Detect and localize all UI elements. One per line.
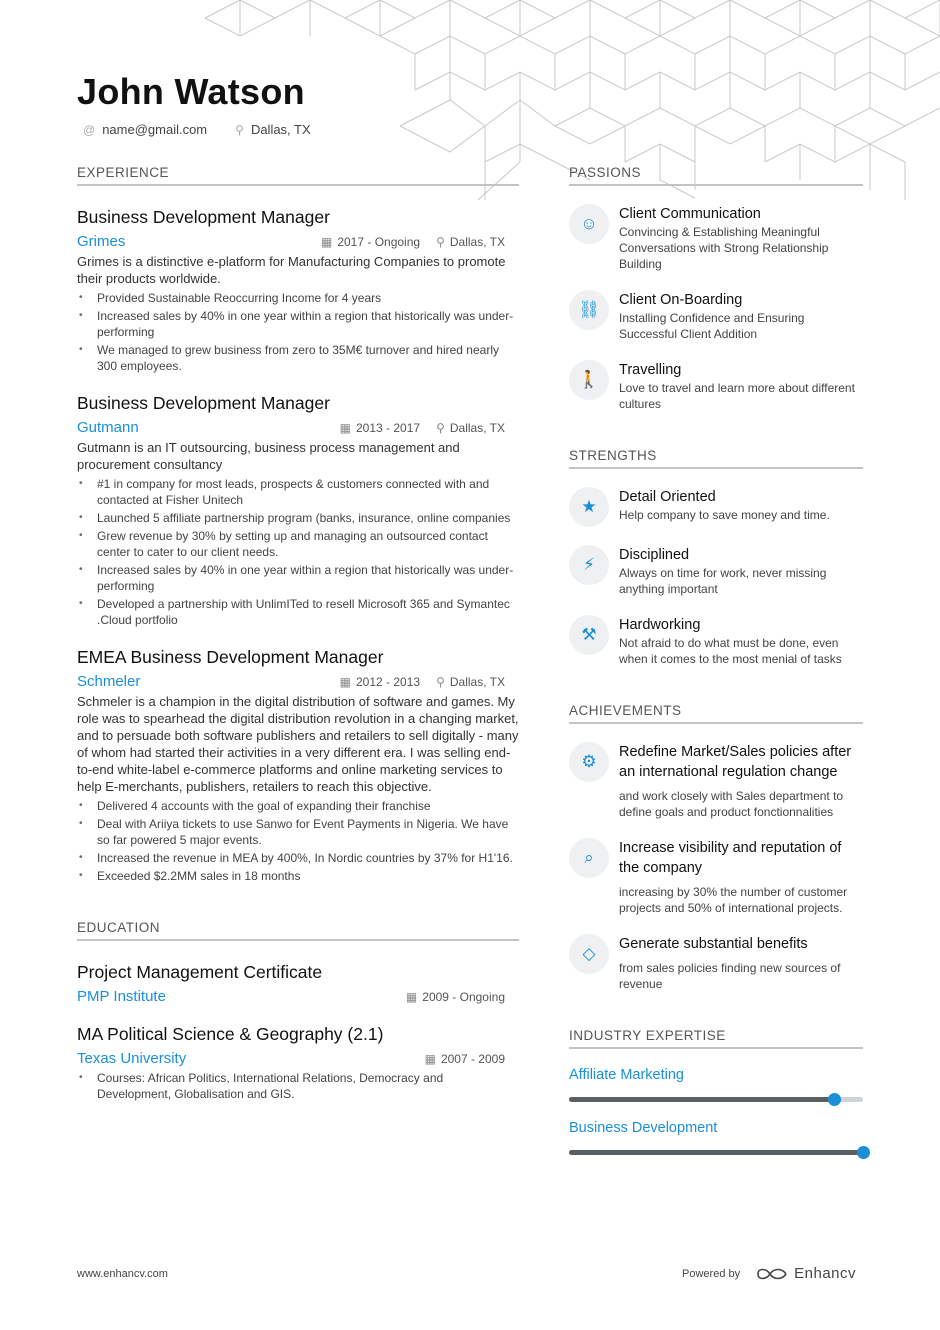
education-dates-text: 2009 - Ongoing <box>422 989 505 1004</box>
email-text: name@gmail.com <box>102 122 208 137</box>
passions-item-body <box>619 360 863 412</box>
strengths-item-title: Hardworking <box>619 617 701 633</box>
education-section-title: EDUCATION <box>77 920 519 941</box>
strengths-item-body <box>619 545 863 597</box>
list-item: • Developed a partnership with UnlimITed to resell Microsoft 365 and Symantec .Cloud portfolio <box>77 596 519 628</box>
list-item: • Launched 5 affiliate partnership program (banks, insurance, online companies <box>77 510 519 526</box>
email-contact[interactable] <box>77 122 207 137</box>
school-name[interactable]: Texas University <box>77 1050 187 1067</box>
location-text: Dallas, TX <box>250 122 311 137</box>
job-dates: 2012 - 2013 <box>356 674 421 689</box>
strengths-list <box>569 487 863 667</box>
job-title: Business Development Manager <box>77 393 330 413</box>
link-icon: ⛓ <box>569 290 609 330</box>
diamond-icon: ◇ <box>569 934 609 974</box>
calendar-icon: ▦ <box>339 420 351 435</box>
education-dates-text: 2007 - 2009 <box>440 1051 505 1066</box>
job-bullets <box>77 290 519 374</box>
brand-name: Enhancv <box>794 1265 856 1282</box>
search-icon: ⌕ <box>569 838 609 878</box>
achievements-list <box>569 742 863 992</box>
job-location-text: Dallas, TX <box>449 234 505 249</box>
achievements-item <box>569 742 863 820</box>
enhancv-logo-icon <box>756 1266 788 1282</box>
education-entry <box>77 961 519 1005</box>
strengths-item-description: Not afraid to do what must be done, even when it comes to the most menial of tasks <box>619 636 842 666</box>
list-item: • Increased sales by 40% in one year within a region that historically was under-performing <box>77 308 519 340</box>
achievements-item-title: Generate substantial benefits <box>619 936 808 952</box>
passions-list <box>569 204 863 412</box>
strengths-item-title: Disciplined <box>619 547 690 563</box>
location-pin-icon: ⚲ <box>436 674 445 689</box>
job-meta <box>77 419 519 436</box>
list-item: • We managed to grew business from zero to 35M€ turnover and hired nearly 300 employees. <box>77 342 519 374</box>
experience-list <box>77 206 519 884</box>
powered-by-label: Powered by <box>682 1267 741 1280</box>
job-meta <box>77 673 519 690</box>
passions-item-title: Travelling <box>619 362 682 378</box>
passions-item-description: Installing Confidence and Ensuring Successful Client Addition <box>619 311 805 341</box>
strengths-item-description: Always on time for work, never missing anything important <box>619 566 827 596</box>
passions-item-title: Client Communication <box>619 206 761 222</box>
location-contact <box>229 122 311 137</box>
degree-title: MA Political Science & Geography (2.1) <box>77 1024 384 1044</box>
job-entry <box>77 646 519 884</box>
skill-level-knob <box>857 1146 870 1159</box>
job-dates: 2017 - Ongoing <box>337 234 421 249</box>
job-entry <box>77 392 519 628</box>
education-list <box>77 961 519 1102</box>
strengths-item <box>569 545 863 597</box>
passions-item-description: Love to travel and learn more about different cultures <box>619 381 855 411</box>
strengths-item <box>569 615 863 667</box>
skill-level-bar <box>569 1097 863 1102</box>
skill-name: Affiliate Marketing <box>569 1067 684 1083</box>
expertise-skill <box>569 1120 863 1155</box>
powered-by <box>682 1265 856 1282</box>
achievements-item-title: Increase visibility and reputation of the company <box>619 840 842 876</box>
job-description: Grimes is a distinctive e-platform for Manufacturing Companies to promote their products worldwide. <box>77 254 506 286</box>
expertise-list <box>569 1067 863 1155</box>
list-item: • Grew revenue by 30% by setting up and managing an outsourced contact center to cater to our client needs. <box>77 528 519 560</box>
location-pin-icon: ⚲ <box>235 122 244 137</box>
degree-title: Project Management Certificate <box>77 962 323 982</box>
passions-item-title: Client On-Boarding <box>619 292 743 308</box>
job-dates: 2013 - 2017 <box>356 420 421 435</box>
resume-header <box>77 70 333 137</box>
job-date-location <box>321 235 505 249</box>
passions-item <box>569 204 863 272</box>
candidate-name: John Watson <box>77 71 305 112</box>
experience-section-title: EXPERIENCE <box>77 165 519 186</box>
walking-person-icon: 🚶 <box>569 360 609 400</box>
expertise-skill <box>569 1067 863 1102</box>
location-pin-icon: ⚲ <box>436 234 445 249</box>
achievements-item-description: from sales policies finding new sources of revenue <box>619 961 841 991</box>
company-name[interactable]: Grimes <box>77 233 126 250</box>
lightning-icon: ⚡ <box>569 545 609 585</box>
right-column <box>569 165 863 1155</box>
calendar-icon: ▦ <box>424 1051 436 1066</box>
company-name[interactable]: Schmeler <box>77 673 141 690</box>
education-entry <box>77 1023 519 1102</box>
skill-level-bar <box>569 1150 863 1155</box>
calendar-icon: ▦ <box>339 674 351 689</box>
job-location <box>436 235 505 249</box>
at-icon: @ <box>83 122 96 137</box>
strengths-item-title: Detail Oriented <box>619 489 716 505</box>
list-item: • Increased sales by 40% in one year within a region that historically was under-performing <box>77 562 519 594</box>
education-meta <box>77 988 519 1005</box>
job-location-text: Dallas, TX <box>449 674 505 689</box>
strengths-section-title: STRENGTHS <box>569 448 863 469</box>
skill-level-knob <box>828 1093 841 1106</box>
achievements-section-title: ACHIEVEMENTS <box>569 703 863 724</box>
job-date-location <box>340 421 505 435</box>
education-dates <box>425 1052 505 1066</box>
skill-name: Business Development <box>569 1120 718 1136</box>
education-meta <box>77 1050 519 1067</box>
passions-item <box>569 360 863 412</box>
job-meta <box>77 233 519 250</box>
contact-info <box>77 122 333 137</box>
list-item: • Increased the revenue in MEA by 400%, In Nordic countries by 37% for H1'16. <box>77 850 519 866</box>
list-item: • #1 in company for most leads, prospects & customers connected with and contacted at Fisher Unitech <box>77 476 519 508</box>
strengths-item-body <box>619 615 863 667</box>
passions-item-body <box>619 204 863 272</box>
achievements-item-description: and work closely with Sales department to define goals and product fonctionnalities <box>619 789 844 819</box>
expertise-section-title: INDUSTRY EXPERTISE <box>569 1028 863 1049</box>
school-name[interactable]: PMP Institute <box>77 988 166 1005</box>
achievements-item-title: Redefine Market/Sales policies after an international regulation change <box>619 744 852 780</box>
location-pin-icon: ⚲ <box>436 420 445 435</box>
star-icon: ★ <box>569 487 609 527</box>
job-bullets <box>77 798 519 884</box>
list-item: • Deal with Ariiya tickets to use Sanwo for Event Payments in Nigeria. We have so far powered 5 major events. <box>77 816 519 848</box>
list-item: • Delivered 4 accounts with the goal of expanding their franchise <box>77 798 519 814</box>
job-entry <box>77 206 519 374</box>
strengths-item-description: Help company to save money and time. <box>619 508 830 522</box>
job-date-location <box>340 675 505 689</box>
job-location <box>436 675 505 689</box>
education-bullets <box>77 1070 519 1102</box>
skill-level-fill <box>569 1150 863 1155</box>
education-dates <box>406 990 505 1004</box>
list-item: • Provided Sustainable Reoccurring Income for 4 years <box>77 290 519 306</box>
calendar-icon: ▦ <box>320 234 333 249</box>
brand-logo[interactable] <box>756 1265 856 1282</box>
job-title: EMEA Business Development Manager <box>77 647 384 667</box>
skill-level-fill <box>569 1097 834 1102</box>
calendar-icon: ▦ <box>405 989 418 1004</box>
left-column <box>77 165 519 1104</box>
footer-website-link[interactable]: www.enhancv.com <box>77 1267 168 1280</box>
achievements-item-body <box>619 934 863 992</box>
job-bullets <box>77 476 519 628</box>
passions-item-body <box>619 290 863 342</box>
company-name[interactable]: Gutmann <box>77 419 139 436</box>
passions-item-description: Convincing & Establishing Meaningful Conversations with Strong Relationship Building <box>619 225 829 271</box>
job-title: Business Development Manager <box>77 207 330 227</box>
strengths-item <box>569 487 863 527</box>
achievements-item <box>569 934 863 992</box>
job-description: Schmeler is a champion in the digital distribution of software and games. My role was to spearhead the digital distribution revolution in a changing market, and to persuade both software publishers and retailers to sell digitally - many of whom had started their activities in a very different era. I was selling end-to-end white-label e-commerce platforms and online marketing services to help E-merchants, publishers, retailers to reach this objective. <box>77 694 519 794</box>
job-description: Gutmann is an IT outsourcing, business process management and procurement consultancy <box>77 440 460 472</box>
job-location <box>436 421 505 435</box>
gear-icon: ⚙ <box>569 742 609 782</box>
achievements-item-body <box>619 838 863 916</box>
smile-icon: ☺ <box>569 204 609 244</box>
job-location-text: Dallas, TX <box>449 420 505 435</box>
list-item: • Courses: African Politics, International Relations, Democracy and Development, Globalisation and GIS. <box>77 1070 519 1102</box>
tools-icon: ⚒ <box>569 615 609 655</box>
passions-item <box>569 290 863 342</box>
achievements-item-description: increasing by 30% the number of customer projects and 50% of international projects. <box>619 885 848 915</box>
strengths-item-body <box>619 487 863 527</box>
page-footer <box>77 1265 856 1282</box>
achievements-item <box>569 838 863 916</box>
passions-section-title: PASSIONS <box>569 165 863 186</box>
list-item: • Exceeded $2.2MM sales in 18 months <box>77 868 519 884</box>
achievements-item-body <box>619 742 863 820</box>
